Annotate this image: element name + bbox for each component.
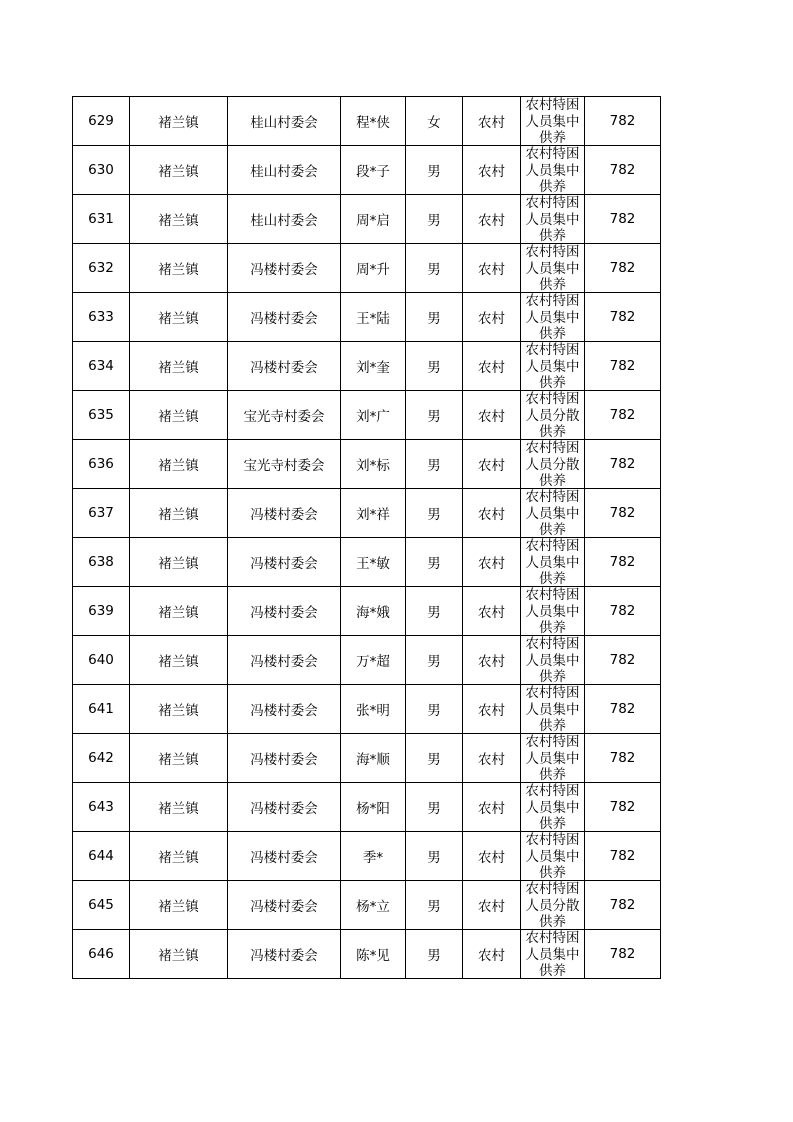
table-row: [73, 293, 661, 342]
row-number-cell: 638: [73, 538, 130, 587]
area-type-cell: 农村: [463, 881, 521, 930]
row-number-cell: 643: [73, 783, 130, 832]
gender-cell: 男: [406, 930, 463, 979]
row-number-cell: 630: [73, 146, 130, 195]
table-row: [73, 538, 661, 587]
village-committee-cell: 冯楼村委会: [228, 587, 341, 636]
support-type-cell: [521, 195, 585, 244]
town-cell: 褚兰镇: [130, 146, 228, 195]
records-table-body: [73, 97, 661, 979]
amount-cell: 782: [585, 391, 661, 440]
support-type-text: 农村特困人员集中供养: [525, 146, 580, 194]
row-number-cell: 634: [73, 342, 130, 391]
person-name-cell: 季*: [341, 832, 406, 881]
support-type-text: 农村特困人员集中供养: [525, 293, 580, 341]
town-cell: 褚兰镇: [130, 440, 228, 489]
support-type-cell: [521, 783, 585, 832]
amount-cell: 782: [585, 587, 661, 636]
row-number-cell: 629: [73, 97, 130, 146]
person-name-cell: 陈*见: [341, 930, 406, 979]
table-row: [73, 930, 661, 979]
amount-cell: 782: [585, 734, 661, 783]
support-type-cell: [521, 244, 585, 293]
area-type-cell: 农村: [463, 97, 521, 146]
area-type-cell: 农村: [463, 783, 521, 832]
table-row: [73, 832, 661, 881]
row-number-cell: 646: [73, 930, 130, 979]
row-number-cell: 637: [73, 489, 130, 538]
table-row: [73, 881, 661, 930]
support-type-text: 农村特困人员集中供养: [525, 342, 580, 390]
amount-cell: 782: [585, 685, 661, 734]
support-type-cell: [521, 146, 585, 195]
support-type-cell: [521, 881, 585, 930]
person-name-cell: 刘*奎: [341, 342, 406, 391]
support-type-cell: [521, 636, 585, 685]
amount-cell: 782: [585, 832, 661, 881]
row-number-cell: 639: [73, 587, 130, 636]
person-name-cell: 杨*阳: [341, 783, 406, 832]
town-cell: 褚兰镇: [130, 97, 228, 146]
person-name-cell: 海*娥: [341, 587, 406, 636]
town-cell: 褚兰镇: [130, 391, 228, 440]
person-name-cell: 王*敏: [341, 538, 406, 587]
area-type-cell: 农村: [463, 342, 521, 391]
support-type-text: 农村特困人员集中供养: [525, 734, 580, 782]
support-type-text: 农村特困人员集中供养: [525, 538, 580, 586]
row-number-cell: 645: [73, 881, 130, 930]
town-cell: 褚兰镇: [130, 342, 228, 391]
town-cell: 褚兰镇: [130, 587, 228, 636]
village-committee-cell: 冯楼村委会: [228, 538, 341, 587]
support-type-cell: [521, 587, 585, 636]
support-type-cell: [521, 489, 585, 538]
support-type-text: 农村特困人员分散供养: [525, 391, 580, 439]
person-name-cell: 刘*祥: [341, 489, 406, 538]
village-committee-cell: 冯楼村委会: [228, 342, 341, 391]
village-committee-cell: 宝光寺村委会: [228, 440, 341, 489]
town-cell: 褚兰镇: [130, 538, 228, 587]
row-number-cell: 642: [73, 734, 130, 783]
amount-cell: 782: [585, 881, 661, 930]
row-number-cell: 640: [73, 636, 130, 685]
gender-cell: 男: [406, 783, 463, 832]
person-name-cell: 海*顺: [341, 734, 406, 783]
table-row: [73, 440, 661, 489]
person-name-cell: 杨*立: [341, 881, 406, 930]
support-type-text: 农村特困人员集中供养: [525, 244, 580, 292]
area-type-cell: 农村: [463, 832, 521, 881]
row-number-cell: 636: [73, 440, 130, 489]
table-row: [73, 734, 661, 783]
village-committee-cell: 冯楼村委会: [228, 734, 341, 783]
gender-cell: 男: [406, 391, 463, 440]
gender-cell: 男: [406, 244, 463, 293]
gender-cell: 男: [406, 832, 463, 881]
area-type-cell: 农村: [463, 587, 521, 636]
amount-cell: 782: [585, 195, 661, 244]
area-type-cell: 农村: [463, 293, 521, 342]
support-type-text: 农村特困人员集中供养: [525, 685, 580, 733]
support-type-text: 农村特困人员集中供养: [525, 489, 580, 537]
row-number-cell: 641: [73, 685, 130, 734]
row-number-cell: 635: [73, 391, 130, 440]
area-type-cell: 农村: [463, 440, 521, 489]
support-type-cell: [521, 440, 585, 489]
row-number-cell: 631: [73, 195, 130, 244]
area-type-cell: 农村: [463, 538, 521, 587]
support-type-text: 农村特困人员分散供养: [525, 881, 580, 929]
town-cell: 褚兰镇: [130, 293, 228, 342]
support-type-text: 农村特困人员集中供养: [525, 97, 580, 145]
area-type-cell: 农村: [463, 685, 521, 734]
table-row: [73, 195, 661, 244]
person-name-cell: 万*超: [341, 636, 406, 685]
village-committee-cell: 冯楼村委会: [228, 832, 341, 881]
support-type-cell: [521, 685, 585, 734]
village-committee-cell: 桂山村委会: [228, 146, 341, 195]
person-name-cell: 周*升: [341, 244, 406, 293]
gender-cell: 男: [406, 636, 463, 685]
village-committee-cell: 冯楼村委会: [228, 489, 341, 538]
gender-cell: 男: [406, 587, 463, 636]
town-cell: 褚兰镇: [130, 685, 228, 734]
area-type-cell: 农村: [463, 195, 521, 244]
table-row: [73, 97, 661, 146]
area-type-cell: 农村: [463, 930, 521, 979]
gender-cell: 男: [406, 195, 463, 244]
support-type-cell: [521, 342, 585, 391]
row-number-cell: 632: [73, 244, 130, 293]
area-type-cell: 农村: [463, 636, 521, 685]
village-committee-cell: 冯楼村委会: [228, 783, 341, 832]
village-committee-cell: 冯楼村委会: [228, 293, 341, 342]
person-name-cell: 程*侠: [341, 97, 406, 146]
town-cell: 褚兰镇: [130, 930, 228, 979]
table-row: [73, 489, 661, 538]
support-type-text: 农村特困人员集中供养: [525, 930, 580, 978]
amount-cell: 782: [585, 440, 661, 489]
support-type-text: 农村特困人员集中供养: [525, 636, 580, 684]
town-cell: 褚兰镇: [130, 195, 228, 244]
town-cell: 褚兰镇: [130, 489, 228, 538]
person-name-cell: 刘*标: [341, 440, 406, 489]
gender-cell: 男: [406, 734, 463, 783]
table-row: [73, 636, 661, 685]
amount-cell: 782: [585, 489, 661, 538]
support-type-text: 农村特困人员分散供养: [525, 440, 580, 488]
support-type-text: 农村特困人员集中供养: [525, 783, 580, 831]
town-cell: 褚兰镇: [130, 734, 228, 783]
gender-cell: 女: [406, 97, 463, 146]
gender-cell: 男: [406, 293, 463, 342]
row-number-cell: 644: [73, 832, 130, 881]
support-type-cell: [521, 832, 585, 881]
support-type-cell: [521, 293, 585, 342]
town-cell: 褚兰镇: [130, 881, 228, 930]
table-row: [73, 587, 661, 636]
town-cell: 褚兰镇: [130, 636, 228, 685]
village-committee-cell: 冯楼村委会: [228, 244, 341, 293]
area-type-cell: 农村: [463, 734, 521, 783]
village-committee-cell: 冯楼村委会: [228, 636, 341, 685]
person-name-cell: 刘*广: [341, 391, 406, 440]
town-cell: 褚兰镇: [130, 783, 228, 832]
amount-cell: 782: [585, 783, 661, 832]
town-cell: 褚兰镇: [130, 244, 228, 293]
gender-cell: 男: [406, 881, 463, 930]
table-row: [73, 342, 661, 391]
gender-cell: 男: [406, 489, 463, 538]
support-type-cell: [521, 97, 585, 146]
area-type-cell: 农村: [463, 146, 521, 195]
amount-cell: 782: [585, 538, 661, 587]
amount-cell: 782: [585, 146, 661, 195]
support-type-cell: [521, 734, 585, 783]
gender-cell: 男: [406, 146, 463, 195]
village-committee-cell: 宝光寺村委会: [228, 391, 341, 440]
support-type-text: 农村特困人员集中供养: [525, 832, 580, 880]
table-row: [73, 391, 661, 440]
person-name-cell: 段*子: [341, 146, 406, 195]
table-row: [73, 146, 661, 195]
gender-cell: 男: [406, 342, 463, 391]
area-type-cell: 农村: [463, 489, 521, 538]
table-row: [73, 685, 661, 734]
village-committee-cell: 冯楼村委会: [228, 881, 341, 930]
area-type-cell: 农村: [463, 391, 521, 440]
support-type-text: 农村特困人员集中供养: [525, 195, 580, 243]
village-committee-cell: 桂山村委会: [228, 97, 341, 146]
person-name-cell: 王*陆: [341, 293, 406, 342]
amount-cell: 782: [585, 244, 661, 293]
amount-cell: 782: [585, 930, 661, 979]
records-table: [72, 96, 661, 979]
amount-cell: 782: [585, 293, 661, 342]
village-committee-cell: 冯楼村委会: [228, 685, 341, 734]
gender-cell: 男: [406, 685, 463, 734]
row-number-cell: 633: [73, 293, 130, 342]
table-row: [73, 244, 661, 293]
village-committee-cell: 桂山村委会: [228, 195, 341, 244]
amount-cell: 782: [585, 97, 661, 146]
person-name-cell: 张*明: [341, 685, 406, 734]
gender-cell: 男: [406, 538, 463, 587]
support-type-cell: [521, 538, 585, 587]
area-type-cell: 农村: [463, 244, 521, 293]
gender-cell: 男: [406, 440, 463, 489]
support-type-cell: [521, 391, 585, 440]
amount-cell: 782: [585, 636, 661, 685]
support-type-cell: [521, 930, 585, 979]
table-row: [73, 783, 661, 832]
support-type-text: 农村特困人员集中供养: [525, 587, 580, 635]
town-cell: 褚兰镇: [130, 832, 228, 881]
village-committee-cell: 冯楼村委会: [228, 930, 341, 979]
person-name-cell: 周*启: [341, 195, 406, 244]
amount-cell: 782: [585, 342, 661, 391]
